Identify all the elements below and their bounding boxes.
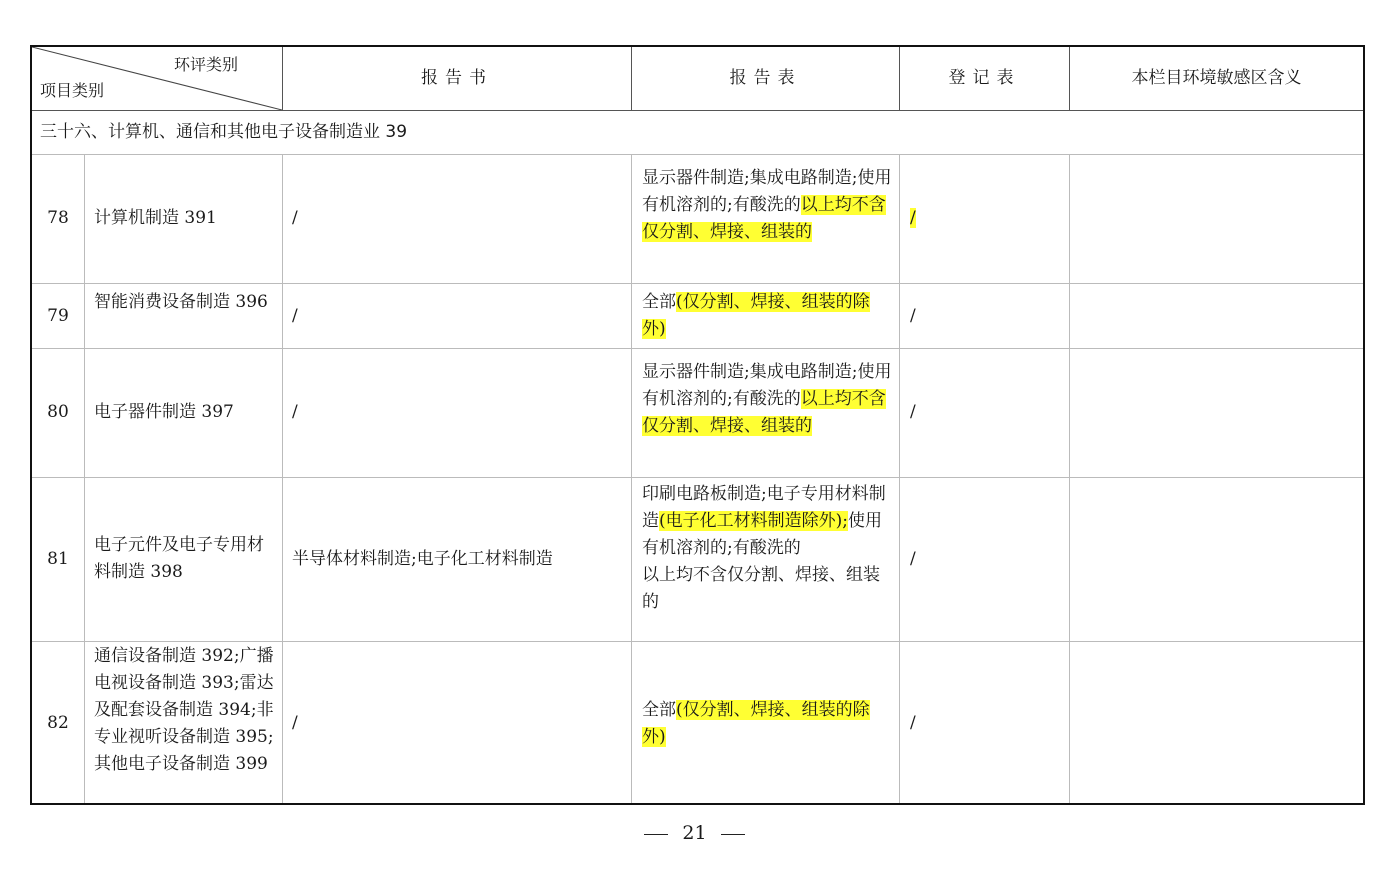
row-78-no: 78 <box>47 208 69 228</box>
row-81-form-text-b: 使用有机溶剂的;有酸洗的 <box>642 511 882 558</box>
row-79-book: / <box>292 306 298 326</box>
classification-table <box>30 45 1365 805</box>
row-79-no: 79 <box>47 306 69 326</box>
row-80-book: / <box>292 402 298 422</box>
page-number: 21 <box>682 822 707 844</box>
row-79-register: / <box>910 306 916 326</box>
row-80-form-highlight: 以上均不含仅分割、焊接、组装的 <box>642 389 886 436</box>
row-78-register-mark: / <box>910 208 916 228</box>
row-78-form <box>642 165 892 246</box>
page-dash-right <box>721 834 745 835</box>
col-header-register: 登记表 <box>948 68 1021 88</box>
corner-bottom-label: 项目类别 <box>40 81 105 100</box>
row-78-register <box>910 205 916 232</box>
section-title: 三十六、计算机、通信和其他电子设备制造业 39 <box>40 122 408 142</box>
row-78-name: 计算机制造 391 <box>94 208 217 228</box>
row-80-register: / <box>910 402 916 422</box>
row-81-form-text: 印刷电路板制造;电子专用材料制造 <box>642 484 886 531</box>
row-78-form-highlight: 以上均不含仅分割、焊接、组装的 <box>642 195 886 242</box>
row-80-name: 电子器件制造 397 <box>94 402 234 422</box>
row-82-no: 82 <box>47 713 69 733</box>
row-80-form <box>642 359 892 440</box>
row-81-form <box>642 481 892 616</box>
row-79-form-highlight: (仅分割、焊接、组装的除外) <box>642 292 870 339</box>
row-82-register: / <box>910 713 916 733</box>
row-81-register: / <box>910 549 916 569</box>
page-dash-left <box>644 834 668 835</box>
row-79-form <box>642 289 892 343</box>
row-81-form-text-c: 以上均不含仅分割、焊接、组装的 <box>642 565 880 612</box>
col-header-report-form: 报告表 <box>729 68 802 88</box>
row-80-no: 80 <box>47 402 69 422</box>
page-footer <box>0 822 1389 844</box>
col-header-report-book: 报告书 <box>421 68 493 88</box>
row-81-form-highlight: (电子化工材料制造除外); <box>659 511 848 531</box>
row-82-book: / <box>292 713 298 733</box>
row-78-book: / <box>292 208 298 228</box>
row-78-form-text: 显示器件制造;集成电路制造;使用有机溶剂的;有酸洗的 <box>642 168 892 215</box>
row-79-name: 智能消费设备制造 396 <box>94 292 268 312</box>
corner-top-label: 环评类别 <box>174 55 239 74</box>
row-81-book: 半导体材料制造;电子化工材料制造 <box>292 549 553 569</box>
col-header-sensitive: 本栏目环境敏感区含义 <box>1131 68 1302 88</box>
row-82-form-highlight: (仅分割、焊接、组装的除外) <box>642 700 870 747</box>
row-80-form-text: 显示器件制造;集成电路制造;使用有机溶剂的;有酸洗的 <box>642 362 892 409</box>
row-82-form <box>642 697 892 751</box>
row-81-name: 电子元件及电子专用材料制造 398 <box>94 535 264 582</box>
row-81-no: 81 <box>47 549 69 569</box>
row-82-name: 通信设备制造 392;广播电视设备制造 393;雷达及配套设备制造 394;非专业视听设备制造 395;其他电子设备制造 399 <box>94 646 274 774</box>
row-79-form-text: 全部 <box>642 292 676 312</box>
row-82-form-text: 全部 <box>642 700 676 720</box>
